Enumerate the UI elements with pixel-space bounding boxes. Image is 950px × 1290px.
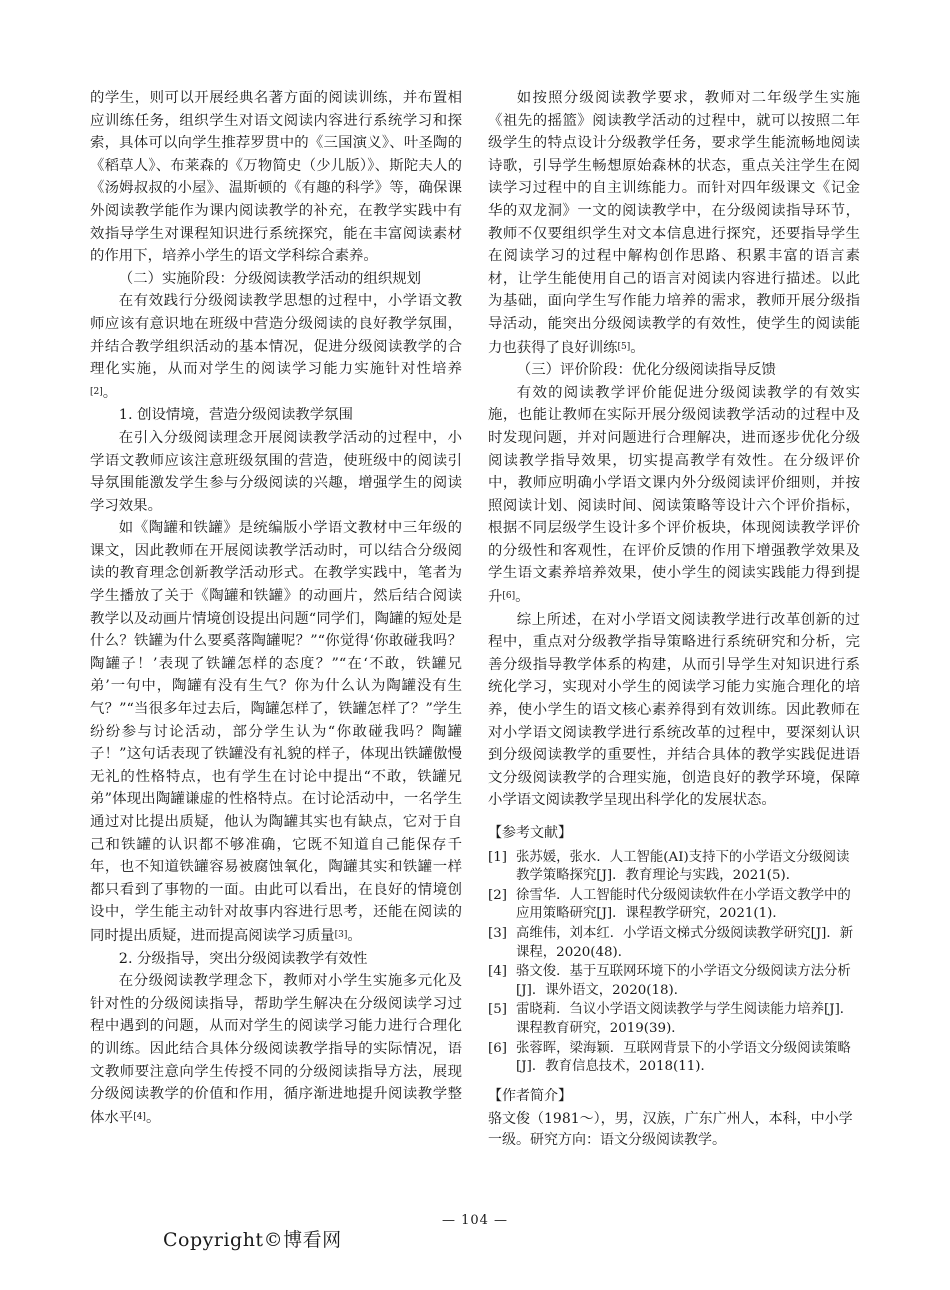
reference-text: 张苏媛，张水．人工智能(AI)支持下的小学语文分级阅读教学策略探究[J]．教育理论与实践，2021(5)． <box>516 849 850 884</box>
subsection-heading: 1. 创设情境，营造分级阅读教学氛围 <box>118 407 353 424</box>
references-title: 【参考文献】 <box>488 825 572 841</box>
paragraph: 综上所述，在对小学语文阅读教学进行改革创新的过程中，重点对分级教学指导策略进行系统研究和分析，完善分级指导教学体系的构建，从而引导学生对知识进行系统化学习，实现对小学生的阅读学习能力实施合理化的培养，使小学生的语文核心素养得到有效训练。因此教师在对小学语文阅读教学进行系统改革的过程中，要深刻认识到分级阅读教学的重要性，并结合具体的教学实践促进语文分级阅读教学的合理实施，创造良好的教学环境，保障小学语文阅读教学呈现出科学化的发展状态。 <box>488 611 860 809</box>
section-heading: （三）评价阶段：优化分级阅读指导反馈 <box>516 362 776 379</box>
punctuation: 。 <box>145 1109 161 1126</box>
paragraph-text: 的学生，则可以开展经典名著方面的阅读训练，并布置相应训练任务，组织学生对语文阅读内容进行系统学习和探索，具体可以向学生推荐罗贯中的《三国演义》、叶圣陶的《稻草人》、布莱森的《万物简史（少儿版）》、斯陀夫人的《汤姆叔叔的小屋》、温斯顿的《有趣的科学》等，确保课外阅读教学能作为课内阅读教学的补充，在教学实践中有效指导学生对课程知识进行系统探究，能在丰富阅读素材的作用下，培养小学生的语文学科综合素养。 <box>90 90 462 265</box>
punctuation: 。 <box>347 927 362 944</box>
paragraph-text: 在有效践行分级阅读教学思想的过程中，小学语文教师应该有意识地在班级中营造分级阅读的良好教学氛围，并结合教学组织活动的基本情况，促进分级阅读教学的合理化实施，从而对学生的阅读学习能力实施针对性培养 <box>90 293 462 378</box>
reference-text: 徐雪华．人工智能时代分级阅读软件在小学语文教学中的应用策略研究[J]．课程教学研究，2021(1)． <box>516 887 851 922</box>
punctuation: 。 <box>102 384 118 401</box>
paragraph <box>90 970 462 1129</box>
reference-item <box>488 1001 860 1038</box>
paragraph <box>488 87 860 359</box>
reference-list <box>488 849 860 1077</box>
paragraph <box>90 517 462 947</box>
citation-marker: [4] <box>133 1111 146 1122</box>
reference-text: 雷晓莉．刍议小学语文阅读教学与学生阅读能力培养[J]．课程教育研究，2019(39)． <box>516 1002 854 1036</box>
reference-text: 张蓉晖，梁海颖．互联网背景下的小学语文分级阅读策略[J]．教育信息技术，2018(11)． <box>516 1040 851 1075</box>
paragraph-text: 有效的阅读教学评价能促进分级阅读教学的有效实施，也能让教师在实际开展分级阅读教学活动的过程中及时发现问题，并对问题进行合理解决，进而逐步优化分级阅读教学指导效果，切实提高教学有效性。在分级评价中，教师应明确小学语文课内外分级阅读评价细则，并按照阅读计划、阅读时间、阅读策略等设计六个评价指标，根据不同层级学生设计多个评价板块，体现阅读教学评价的分级性和客观性，在评价反馈的作用下增强教学效果及学生语文素养培养效果，使小学生的阅读实践能力得到提升 <box>488 384 860 606</box>
reference-item <box>488 963 860 1000</box>
section-heading: （二）实施阶段：分级阅读教学活动的组织规划 <box>118 270 422 287</box>
reference-number: [1] <box>488 849 507 865</box>
reference-text: 高维伟，刘本红．小学语文梯式分级阅读教学研究[J]．新课程，2020(48)． <box>516 925 854 960</box>
reference-item <box>488 1040 860 1077</box>
reference-number: [5] <box>488 1002 507 1018</box>
reference-number: [4] <box>488 964 507 980</box>
author-bio: 骆文俊（1981～），男，汉族，广东广州人，本科，中小学一级。研究方向：语文分级阅读教学。 <box>488 1111 853 1149</box>
reference-number: [6] <box>488 1040 507 1056</box>
reference-number: [3] <box>488 925 507 941</box>
citation-marker: [6] <box>502 591 516 602</box>
reference-number: [2] <box>488 887 507 903</box>
paragraph-text: 在分级阅读教学理念下，教师对小学生实施多元化及针对性的分级阅读指导，帮助学生解决在分级阅读学习过程中遇到的问题，从而对学生的阅读学习能力进行合理化的训练。因此结合具体分级阅读教学指导的实际情况，语文教师要注意向学生传授不同的分级阅读指导方法，展现分级阅读教学的价值和作用，循序渐进地提升阅读教学整体水平 <box>90 973 462 1126</box>
subsection-heading: 2. 分级指导，突出分级阅读教学有效性 <box>118 950 368 967</box>
paragraph-text: 如《陶罐和铁罐》是统编版小学语文教材中三年级的课文，因此教师在开展阅读教学活动时，可以结合分级阅读的教育理念创新教学活动形式。在教学实践中，笔者为学生播放了关于《陶罐和铁罐》的动画片，然后结合阅读教学以及动画片情境创设提出问题“同学们，陶罐的短处是什么？铁罐为什么要奚落陶罐呢？”“你觉得‘你敢碰我吗？陶罐子！’表现了铁罐怎样的态度？”“在‘不敢，铁罐兄弟’一句中，陶罐有没有生气？你为什么认为陶罐没有生气？”“当很多年过去后，陶罐怎样了，铁罐怎样了？”学生纷纷参与讨论活动，部分学生认为“你敢碰我吗？陶罐子！”这句话表现了铁罐没有礼貌的样子，体现出铁罐傲慢无礼的性格特点，也有学生在讨论中提出“不敢，铁罐兄弟”体现出陶罐谦虚的性格特点。在讨论活动中，一名学生通过对比提出质疑，他认为陶罐其实也有缺点，它对于自己和铁罐的认识都不够准确，它既不知道自己能保存千年，也不知道铁罐容易被腐蚀氧化，陶罐其实和铁罐一样都只看到了事物的一面。由此可以看出，在良好的情境创设中，学生能主动针对故事内容进行思考，还能在阅读的同时提出质疑，进而提高阅读学习质量 <box>90 520 462 944</box>
paragraph <box>488 382 860 609</box>
citation-marker: [3] <box>334 929 348 940</box>
citation-marker: [5] <box>617 341 631 352</box>
paragraph: 在引入分级阅读理念开展阅读教学活动的过程中，小学语文教师应该注意班级氛围的营造，使班级中的阅读引导氛围能激发学生参与分级阅读的兴趣，增强学生的阅读学习效果。 <box>90 429 462 514</box>
copyright-watermark: Copyright©博看网 <box>163 1229 342 1251</box>
right-column <box>488 87 860 1151</box>
reference-text: 骆文俊．基于互联网环境下的小学语文分级阅读方法分析[J]．课外语文，2020(18)． <box>516 964 851 998</box>
punctuation: 。 <box>630 339 645 356</box>
paragraph <box>90 87 462 268</box>
paragraph <box>90 290 462 404</box>
paragraph-text: 如按照分级阅读教学要求，教师对二年级学生实施《祖先的摇篮》阅读教学活动的过程中，就可以按照二年级学生的特点设计分级教学任务，要求学生能流畅地阅读诗歌，引导学生畅想原始森林的状态，重点关注学生在阅读学习过程中的自主训练能力。而针对四年级课文《记金华的双龙洞》一文的阅读教学中，在分级阅读指导环节，教师不仅要组织学生对文本信息进行探究，还要指导学生在阅读学习的过程中解构创作思路、积累丰富的语言素材，让学生能使用自己的语言对阅读内容进行描述。以此为基础，面向学生写作能力培养的需求，教师开展分级指导活动，能突出分级阅读教学的有效性，使学生的阅读能力也获得了良好训练 <box>488 90 860 356</box>
page-number: — 104 — <box>441 1213 509 1228</box>
reference-item <box>488 887 860 924</box>
author-bio-title: 【作者简介】 <box>488 1087 572 1104</box>
reference-item <box>488 849 860 886</box>
punctuation: 。 <box>515 589 530 606</box>
reference-item <box>488 925 860 962</box>
left-column <box>90 87 462 1129</box>
citation-marker: [2] <box>90 386 103 397</box>
